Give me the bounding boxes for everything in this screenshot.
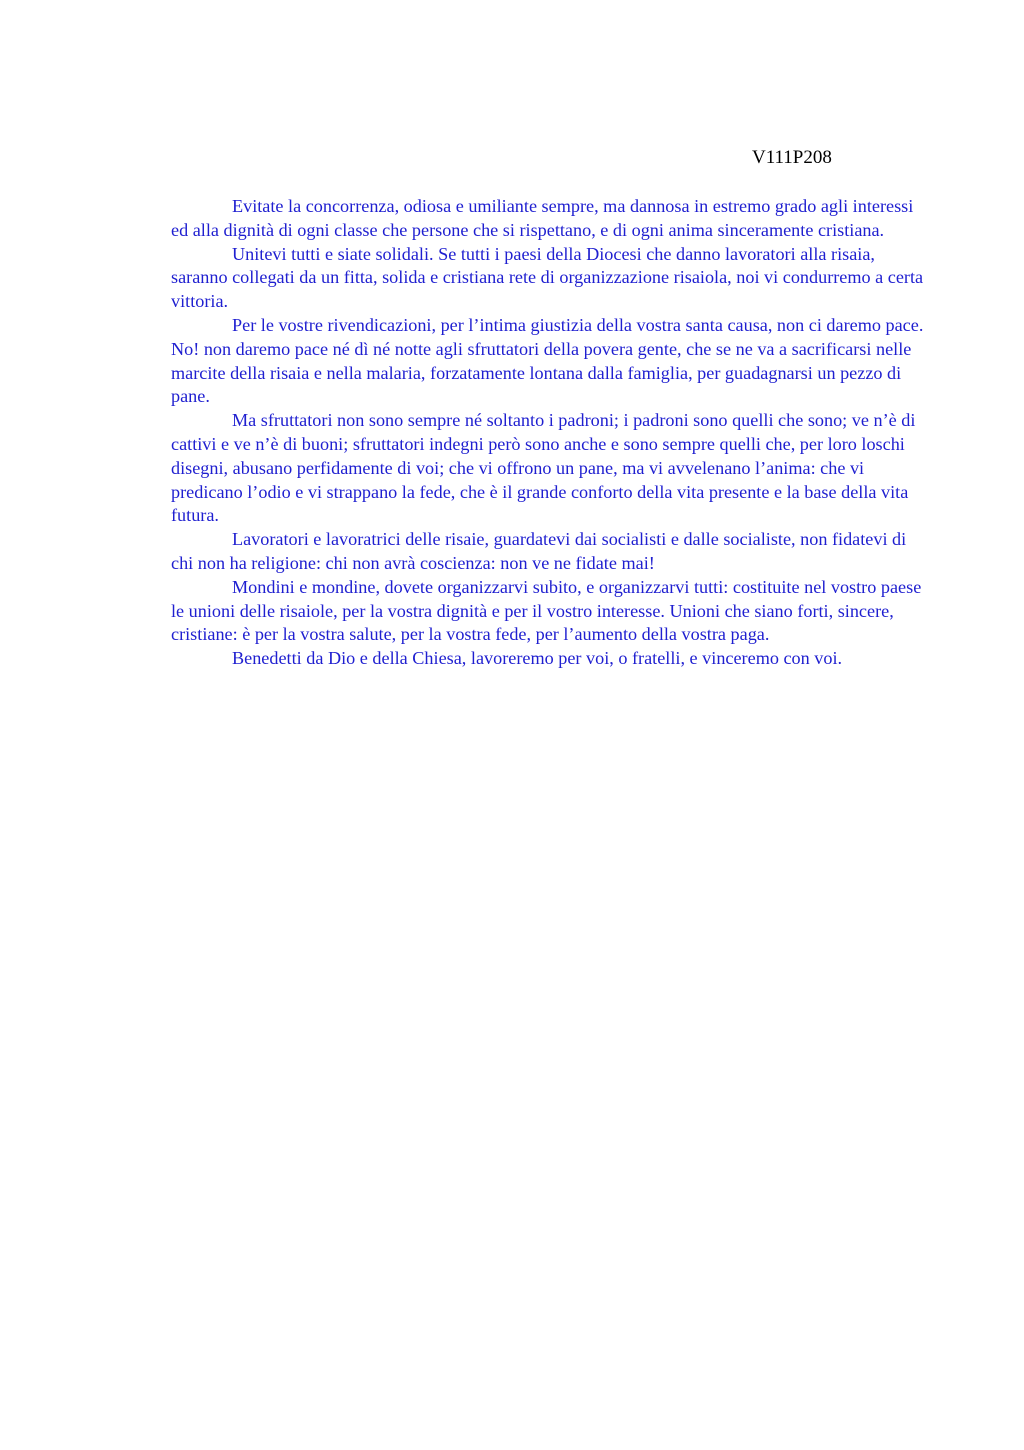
paragraph-7: Benedetti da Dio e della Chiesa, lavoreremo per voi, o fratelli, e vinceremo con voi. xyxy=(232,648,843,669)
paragraph-6: Mondini e mondine, dovete organizzarvi subito, e organizzarvi tutti: costituite nel vostro paese le unioni delle risaiole, per la vostra dignità e per il vostro interesse. Unioni che siano forti, sincere, cristiane: è per la vostra salute, per la vostra fede, per l’aumento della vostra paga. xyxy=(171,576,922,645)
paragraph-5: Lavoratori e lavoratrici delle risaie, guardatevi dai socialisti e dalle socialiste, non fidatevi di chi non ha religione: chi non avrà coscienza: non ve ne fidate mai! xyxy=(171,529,907,573)
paragraph-3: Per le vostre rivendicazioni, per l’intima giustizia della vostra santa causa, non ci daremo pace. No! non daremo pace né dì né notte agli sfruttatori della povera gente, che se ne va a sacrificarsi nelle marcite della risaia e nella malaria, forzatamente lontana dalla famiglia, per guadagnarsi un pezzo di pane. xyxy=(171,314,924,407)
paragraph-2: Unitevi tutti e siate solidali. Se tutti i paesi della Diocesi che danno lavoratori alla risaia, saranno collegati da un fitta, solida e cristiana rete di organizzazione risaiola, noi vi condurremo a certa vittoria. xyxy=(171,243,924,312)
page-identifier: V111P208 xyxy=(752,147,832,168)
paragraph-1: Evitate la concorrenza, odiosa e umiliante sempre, ma dannosa in estremo grado agli interessi ed alla dignità di ogni classe che persone che si rispettano, e di ogni anima sinceramente cristiana. xyxy=(171,196,914,240)
paragraph-4: Ma sfruttatori non sono sempre né soltanto i padroni; i padroni sono quelli che sono; ve n’è di cattivi e ve n’è di buoni; sfruttatori indegni però sono anche e sono sempre quelli che, per loro loschi disegni, abusano perfidamente di voi; che vi offrono un pane, ma vi avvelenano l’anima: che vi predicano l’odio e vi strappano la fede, che è il grande conforto della vita presente e la base della vita futura. xyxy=(171,410,916,526)
document-body xyxy=(171,195,926,671)
